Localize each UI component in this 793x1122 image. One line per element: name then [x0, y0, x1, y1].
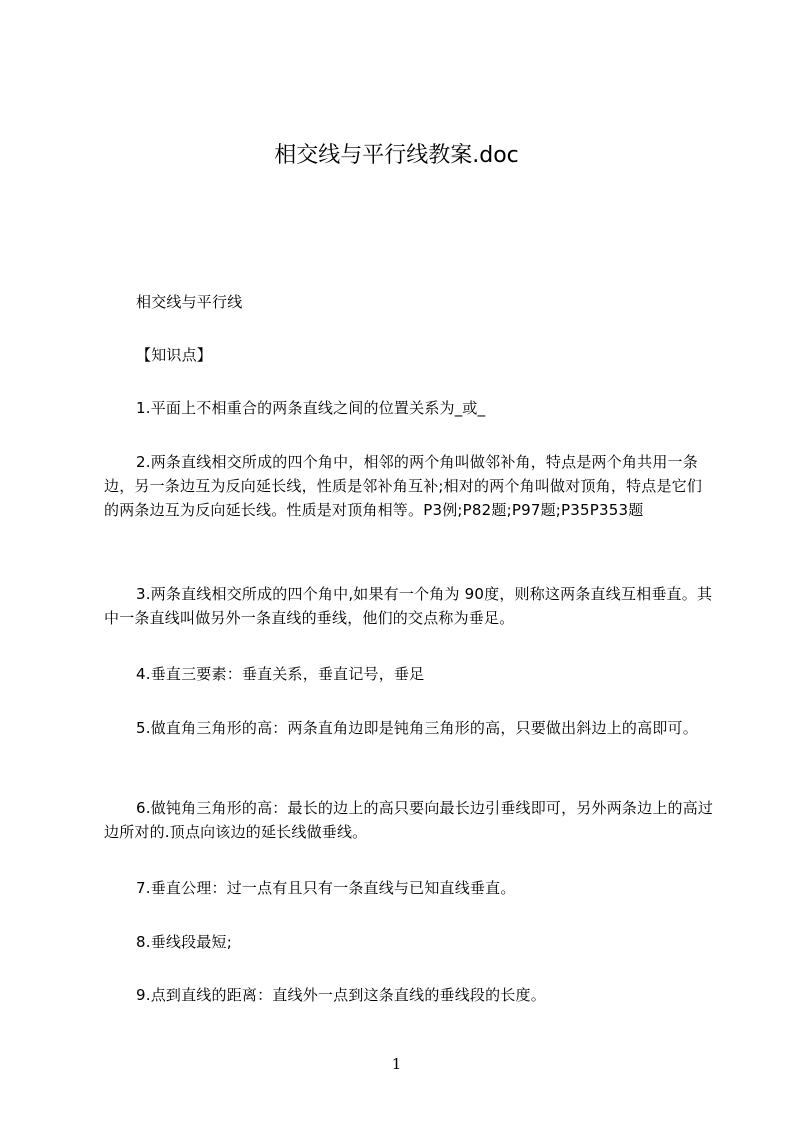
paragraph-item-9: 9.点到直线的距离：直线外一点到这条直线的垂线段的长度。	[136, 986, 546, 1004]
paragraph-item-1: 1.平面上不相重合的两条直线之间的位置关系为_或_	[136, 399, 486, 417]
paragraph-item-5: 5.做直角三角形的高：两条直角边即是钝角三角形的高，只要做出斜边上的高即可。	[136, 719, 698, 737]
document-title: 相交线与平行线教案.doc	[274, 143, 519, 168]
paragraph-item-8: 8.垂线段最短;	[136, 933, 232, 951]
paragraph-item-4: 4.垂直三要素：垂直关系，垂直记号，垂足	[136, 665, 425, 683]
paragraph-knowledge-points: 【知识点】	[136, 346, 213, 364]
paragraph-heading: 相交线与平行线	[136, 293, 243, 311]
paragraph-item-6: 6.做钝角三角形的高：最长的边上的高只要向最长边引垂线即可，另外两条边上的高过边所对的.顶点向该边的延长线做垂线。	[104, 799, 714, 841]
paragraph-item-7: 7.垂直公理：过一点有且只有一条直线与已知直线垂直。	[136, 879, 516, 897]
page-number: 1	[391, 1055, 402, 1073]
paragraph-item-2: 2.两条直线相交所成的四个角中，相邻的两个角叫做邻补角，特点是两个角共用一条边，另一条边互为反向延长线，性质是邻补角互补;相对的两个角叫做对顶角，特点是它们的两条边互为反向延长线。性质是对顶角相等。P3例;P82题;P97题;P35P353题	[104, 453, 703, 519]
paragraph-item-3: 3.两条直线相交所成的四个角中,如果有一个角为 90度，则称这两条直线互相垂直。其中一条直线叫做另外一条直线的垂线，他们的交点称为垂足。	[104, 585, 713, 627]
